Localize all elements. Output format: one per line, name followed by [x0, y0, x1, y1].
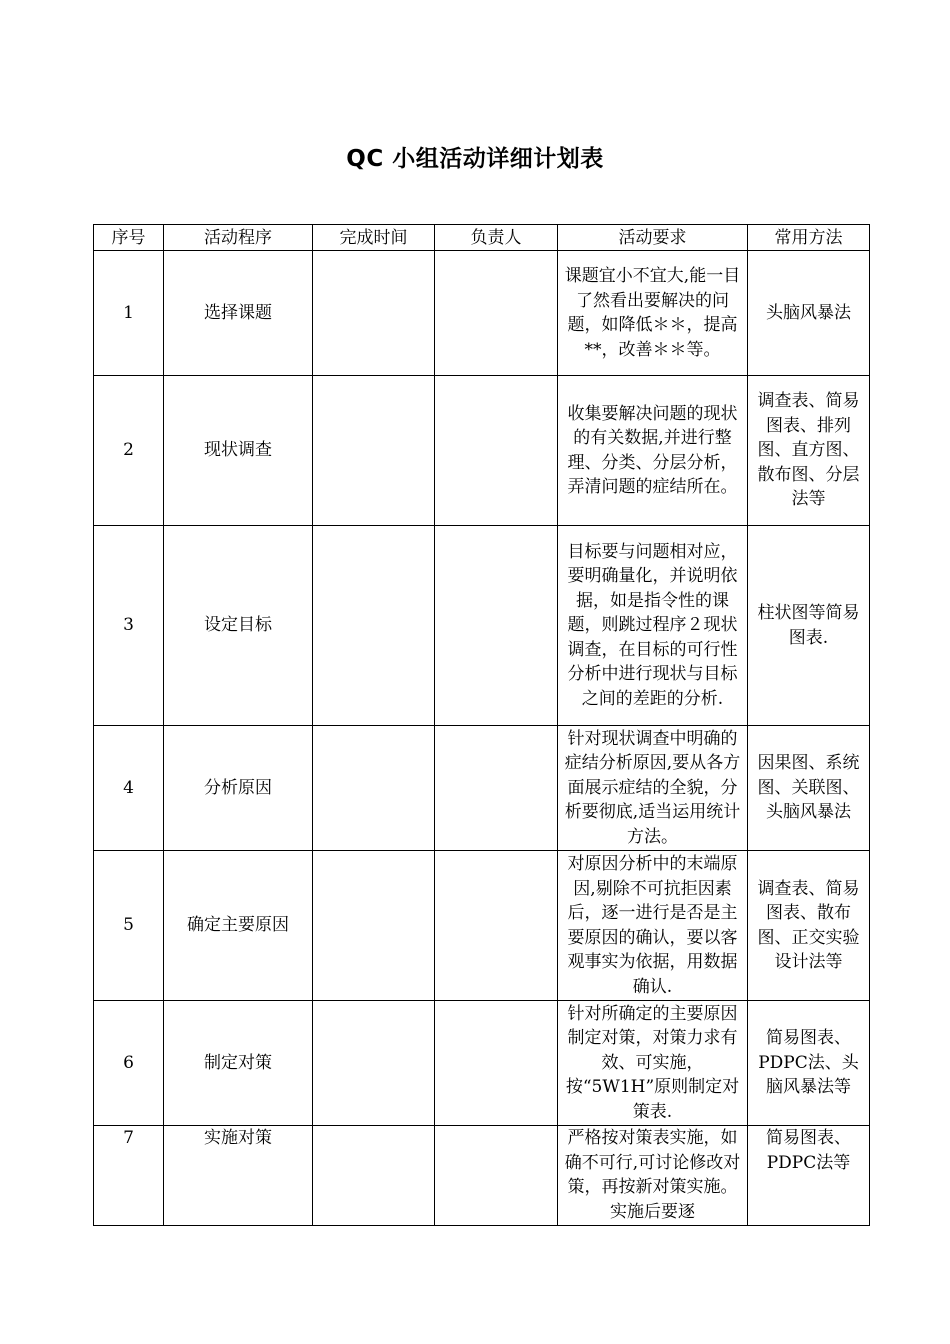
row-requirement: 针对现状调查中明确的症结分析原因,要从各方面展示症结的全貌，分析要彻底,适当运用统计方法。 — [558, 726, 748, 851]
header-owner: 负责人 — [435, 225, 558, 251]
page-title: QC 小组活动详细计划表 — [346, 146, 604, 172]
row-requirement: 目标要与问题相对应，要明确量化，并说明依据，如是指令性的课题，则跳过程序２现状调查，在目标的可行性分析中进行现状与目标之间的差距的分析. — [558, 526, 748, 726]
row-number: 6 — [94, 1001, 164, 1126]
row-completion-time — [313, 726, 435, 851]
row-step: 实施对策 — [164, 1126, 313, 1226]
row-owner — [435, 851, 558, 1001]
table-header-row — [94, 225, 870, 251]
row-method: 因果图、系统图、关联图、头脑风暴法 — [748, 726, 870, 851]
row-method: 简易图表、PDPC法等 — [748, 1126, 870, 1226]
table-row — [94, 1001, 870, 1126]
activity-plan-table — [93, 224, 870, 1226]
row-method: 调查表、简易图表、散布图、正交实验设计法等 — [748, 851, 870, 1001]
row-number: 5 — [94, 851, 164, 1001]
row-number: 4 — [94, 726, 164, 851]
row-method: 调查表、简易图表、排列图、直方图、散布图、分层法等 — [748, 376, 870, 526]
row-owner — [435, 251, 558, 376]
row-method: 柱状图等简易图表. — [748, 526, 870, 726]
row-completion-time — [313, 526, 435, 726]
row-method: 简易图表、PDPC法、头脑风暴法等 — [748, 1001, 870, 1126]
row-number: 1 — [94, 251, 164, 376]
row-completion-time — [313, 376, 435, 526]
row-step: 设定目标 — [164, 526, 313, 726]
table-row — [94, 376, 870, 526]
row-number: 7 — [94, 1126, 164, 1226]
row-requirement: 课题宜小不宜大,能一目了然看出要解决的问题，如降低＊＊，提高**，改善＊＊等。 — [558, 251, 748, 376]
row-owner — [435, 726, 558, 851]
row-completion-time — [313, 1126, 435, 1226]
table-row — [94, 1126, 870, 1226]
row-completion-time — [313, 851, 435, 1001]
row-owner — [435, 1001, 558, 1126]
row-step: 确定主要原因 — [164, 851, 313, 1001]
row-completion-time — [313, 1001, 435, 1126]
row-owner — [435, 526, 558, 726]
row-requirement: 对原因分析中的末端原因,剔除不可抗拒因素后，逐一进行是否是主要原因的确认，要以客观事实为依据，用数据确认. — [558, 851, 748, 1001]
header-completion-time: 完成时间 — [313, 225, 435, 251]
row-owner — [435, 376, 558, 526]
row-step: 现状调查 — [164, 376, 313, 526]
row-owner — [435, 1126, 558, 1226]
row-completion-time — [313, 251, 435, 376]
row-requirement: 严格按对策表实施，如确不可行,可讨论修改对策，再按新对策实施。实施后要逐 — [558, 1126, 748, 1226]
row-method: 头脑风暴法 — [748, 251, 870, 376]
table-row — [94, 726, 870, 851]
table-row — [94, 251, 870, 376]
row-number: 2 — [94, 376, 164, 526]
header-number: 序号 — [94, 225, 164, 251]
row-step: 制定对策 — [164, 1001, 313, 1126]
row-step: 分析原因 — [164, 726, 313, 851]
row-step: 选择课题 — [164, 251, 313, 376]
row-number: 3 — [94, 526, 164, 726]
header-requirement: 活动要求 — [558, 225, 748, 251]
header-step: 活动程序 — [164, 225, 313, 251]
row-requirement: 收集要解决问题的现状的有关数据,并进行整理、分类、分层分析，弄清问题的症结所在。 — [558, 376, 748, 526]
header-method: 常用方法 — [748, 225, 870, 251]
row-requirement: 针对所确定的主要原因制定对策，对策力求有效、可实施，按“5W1H”原则制定对策表. — [558, 1001, 748, 1126]
table-row — [94, 851, 870, 1001]
table-row — [94, 526, 870, 726]
